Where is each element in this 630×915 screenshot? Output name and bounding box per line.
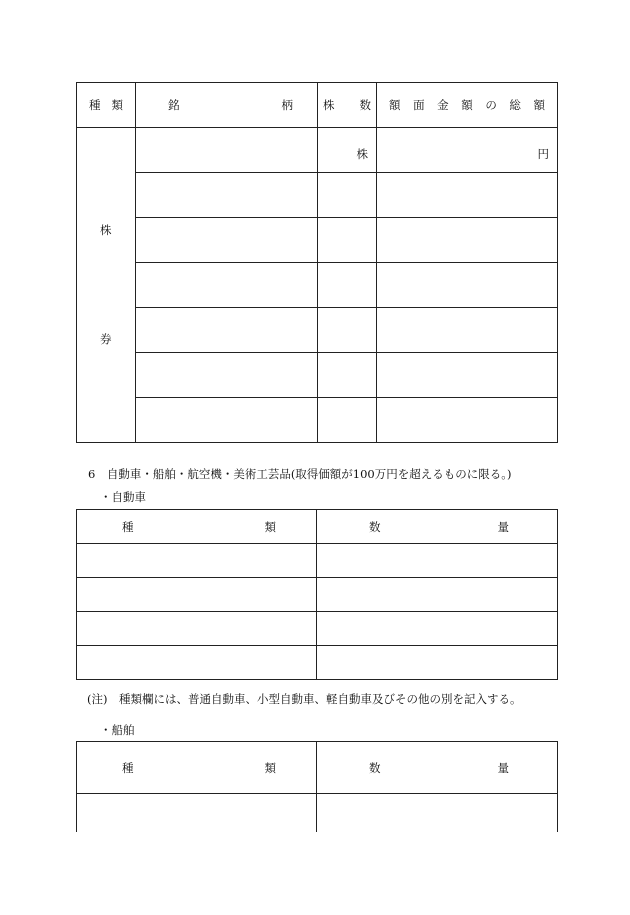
table-row — [77, 646, 558, 680]
category-char-1: 株 — [100, 223, 112, 237]
category-char-2: 券 — [100, 332, 112, 346]
table-row — [77, 544, 558, 578]
amount-input[interactable] — [377, 308, 558, 353]
table-row — [77, 612, 558, 646]
brand-input[interactable] — [136, 128, 318, 173]
header-kind: 種 類 — [77, 742, 317, 794]
amount-input[interactable] — [377, 173, 558, 218]
brand-input[interactable] — [136, 308, 318, 353]
quantity-input[interactable] — [317, 646, 558, 680]
amount-input[interactable]: 円 — [377, 128, 558, 173]
header-quantity: 数 量 — [317, 742, 558, 794]
table-row — [77, 218, 558, 263]
amount-input[interactable] — [377, 398, 558, 443]
header-kind: 種 類 — [77, 510, 317, 544]
quantity-input[interactable] — [317, 794, 558, 832]
amount-input[interactable] — [377, 218, 558, 263]
amount-input[interactable] — [377, 353, 558, 398]
shares-input[interactable] — [318, 218, 377, 263]
car-note: (注) 種類欄には、普通自動車、小型自動車、軽自動車及びその他の別を記入する。 — [87, 692, 522, 706]
kind-input[interactable] — [77, 578, 317, 612]
quantity-input[interactable] — [317, 578, 558, 612]
brand-input[interactable] — [136, 173, 318, 218]
shares-input[interactable] — [318, 308, 377, 353]
table-header-row — [77, 742, 558, 794]
table-row — [77, 398, 558, 443]
header-total-face-value: 額 面 金 額 の 総 額 — [377, 83, 558, 128]
ship-subtitle: ・船舶 — [100, 723, 135, 737]
amount-input[interactable] — [377, 263, 558, 308]
kind-input[interactable] — [77, 646, 317, 680]
quantity-input[interactable] — [317, 544, 558, 578]
kind-input[interactable] — [77, 794, 317, 832]
table-row — [77, 263, 558, 308]
brand-input[interactable] — [136, 398, 318, 443]
table-header-row — [77, 83, 558, 128]
kind-input[interactable] — [77, 544, 317, 578]
shares-input[interactable] — [318, 398, 377, 443]
car-subtitle: ・自動車 — [100, 490, 146, 504]
header-kind: 種 類 — [77, 83, 136, 128]
category-cell — [77, 128, 136, 443]
car-table — [76, 509, 558, 680]
table-row — [77, 128, 558, 173]
header-quantity: 数 量 — [317, 510, 558, 544]
quantity-input[interactable] — [317, 612, 558, 646]
shares-input[interactable] — [318, 353, 377, 398]
section-6-title: 6 自動車・船舶・航空機・美術工芸品(取得価額が100万円を超えるものに限る。) — [88, 467, 512, 481]
table-row — [77, 794, 558, 832]
shares-input[interactable] — [318, 173, 377, 218]
brand-input[interactable] — [136, 263, 318, 308]
ship-table — [76, 741, 558, 832]
header-brand: 銘 柄 — [136, 83, 318, 128]
table-row — [77, 173, 558, 218]
table-row — [77, 308, 558, 353]
header-shares: 株 数 — [318, 83, 377, 128]
table-row — [77, 353, 558, 398]
table-header-row — [77, 510, 558, 544]
table-row — [77, 578, 558, 612]
shares-input[interactable] — [318, 263, 377, 308]
kind-input[interactable] — [77, 612, 317, 646]
brand-input[interactable] — [136, 353, 318, 398]
shares-input[interactable]: 株 — [318, 128, 377, 173]
stock-table — [76, 82, 558, 443]
brand-input[interactable] — [136, 218, 318, 263]
